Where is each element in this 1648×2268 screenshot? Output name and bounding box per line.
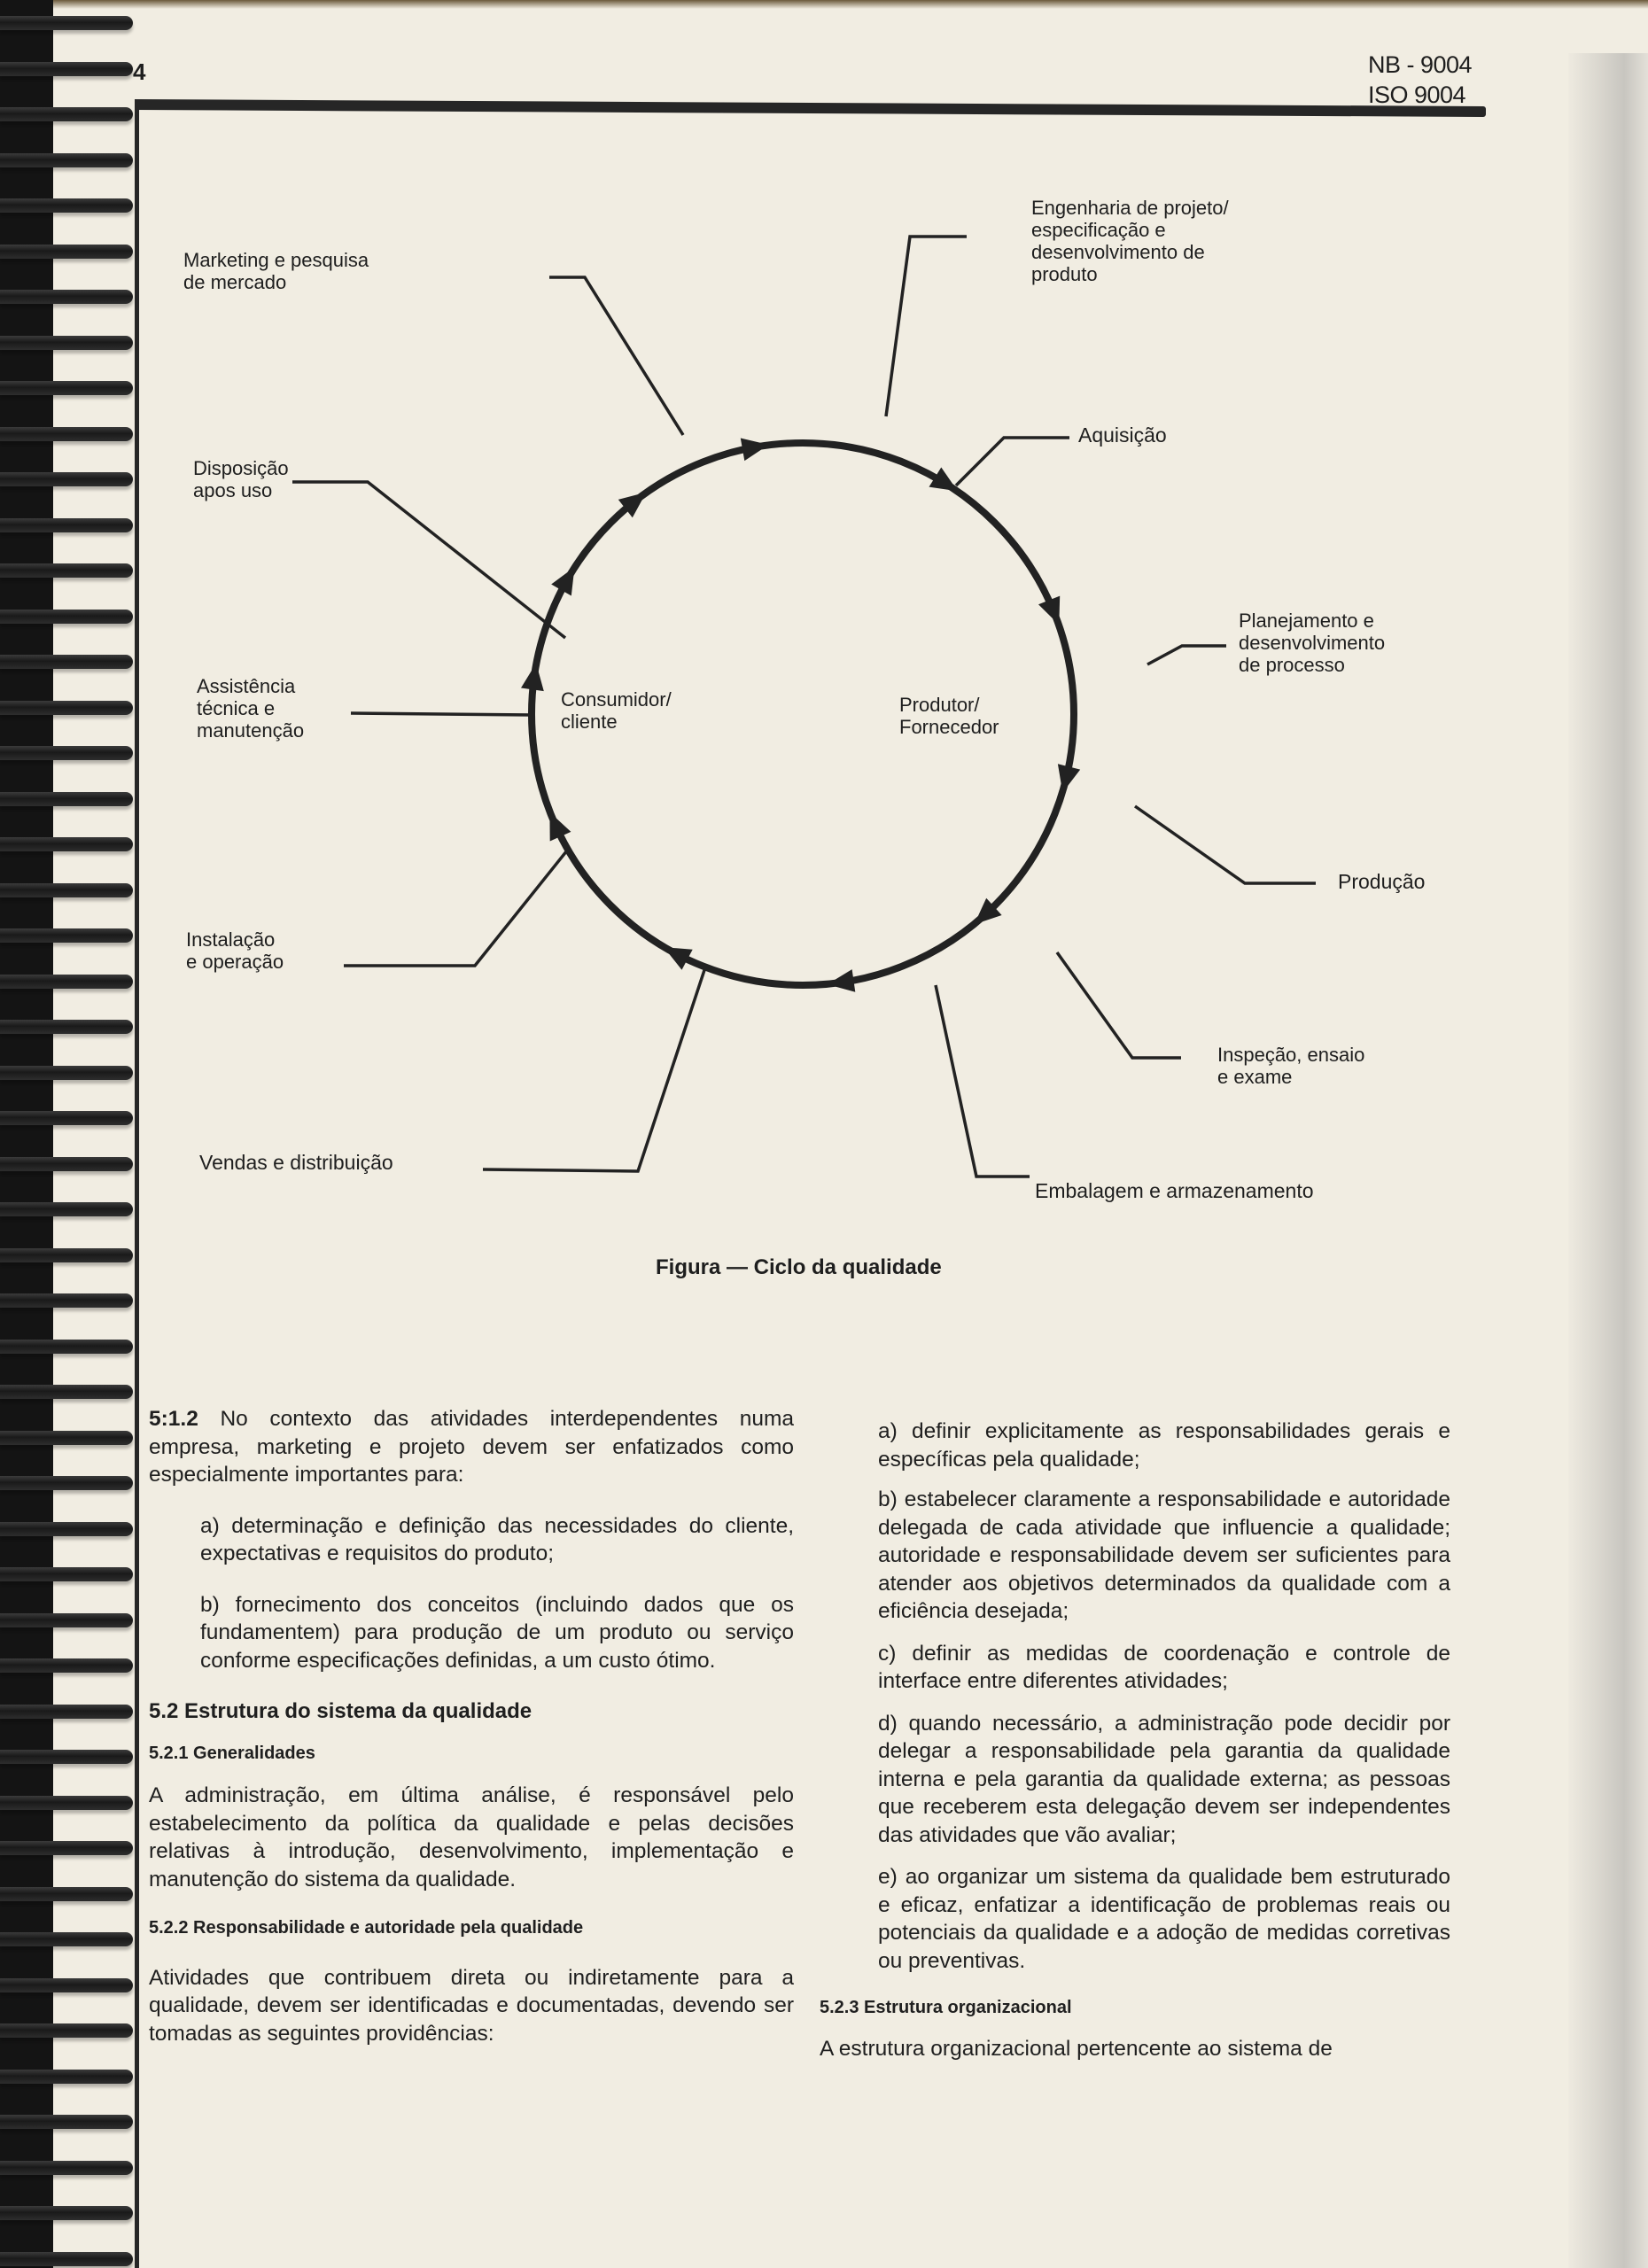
stage-instalacao xyxy=(186,928,284,973)
stage-inspecao xyxy=(1217,1044,1364,1088)
cycle-arrow-icon xyxy=(741,439,769,462)
list-item: b) estabelecer claramente a responsabilidade e autoridade delegada de cada atividade que influencie a qualidade; autoridade e responsabilidade devem ser suficientes para atender aos objetivos determinados da qualidade com a eficiência desejada; xyxy=(878,1487,1450,1623)
stage-instalacao-line2: e operação xyxy=(186,951,284,973)
page-number: 4 xyxy=(133,58,146,85)
list-item: c) definir as medidas de coordenação e controle de interface entre diferentes atividades; xyxy=(878,1641,1450,1693)
stage-producao-line1: Produção xyxy=(1338,870,1426,893)
stage-instalacao-line1: Instalação xyxy=(186,928,276,951)
standard-code-nb: NB - 9004 xyxy=(1368,51,1473,78)
stage-embalagem xyxy=(1035,1180,1314,1202)
stage-planejamento-line3: de processo xyxy=(1239,654,1345,676)
left-column xyxy=(149,1405,794,2047)
stage-inspecao-line1: Inspeção, ensaio xyxy=(1217,1044,1365,1066)
section-heading-5-2-3: 5.2.3 Estrutura organizacional xyxy=(820,1998,1072,2017)
section-5-1-2 xyxy=(149,1405,794,1489)
leader-instalacao xyxy=(344,850,567,966)
standard-code-iso: ISO 9004 xyxy=(1368,82,1466,108)
stage-assistencia-line3: manutenção xyxy=(197,719,305,742)
right-column xyxy=(820,1418,1450,2062)
stage-vendas xyxy=(199,1152,393,1174)
stage-engenharia-line1: Engenharia de projeto/ xyxy=(1031,197,1229,219)
stage-assistencia-line1: Assistência xyxy=(197,675,296,697)
section-5-2-2-text: Atividades que contribuem direta ou indiretamente para a qualidade, devem ser identificadas e documentadas, devendo ser tomadas as seguintes providências: xyxy=(149,1965,794,2046)
leader-producao xyxy=(1135,806,1316,883)
stage-planejamento-line1: Planejamento e xyxy=(1239,610,1374,632)
leader-vendas xyxy=(483,970,704,1171)
figure-caption: Figura — Ciclo da qualidade xyxy=(656,1255,942,1279)
stage-assistencia xyxy=(197,675,304,742)
leader-embalagem xyxy=(936,985,1030,1177)
stage-aquisicao-line1: Aquisição xyxy=(1078,423,1167,447)
list-item: e) ao organizar um sistema da qualidade bem estruturado e eficaz, enfatizar a identificação de problemas reais ou potenciais da qualidade e a adoção de medidas corretivas ou preventivas. xyxy=(878,1865,1450,1973)
stage-disposicao xyxy=(193,457,289,501)
stage-marketing xyxy=(183,249,369,293)
stage-embalagem-line1: Embalagem e armazenamento xyxy=(1035,1179,1314,1202)
leader-marketing xyxy=(549,277,683,435)
section-5-1-2-text: No contexto das atividades interdependentes numa empresa, marketing e projeto devem ser enfatizados como especialmente importantes para: xyxy=(149,1407,794,1487)
center-produtor xyxy=(899,694,999,738)
stage-engenharia-line4: produto xyxy=(1031,263,1098,285)
cycle-arrow-icon xyxy=(1038,596,1060,625)
stage-vendas-line1: Vendas e distribuição xyxy=(199,1151,393,1174)
stage-marketing-line1: Marketing e pesquisa xyxy=(183,249,369,271)
section-heading-5-2: 5.2 Estrutura do sistema da qualidade xyxy=(149,1699,532,1723)
stage-disposicao-line2: apos uso xyxy=(193,479,273,501)
stage-disposicao-line1: Disposição xyxy=(193,457,289,479)
section-heading-5-2-1: 5.2.1 Generalidades xyxy=(149,1743,315,1763)
leader-aquisicao xyxy=(956,438,1069,485)
stage-inspecao-line2: e exame xyxy=(1217,1066,1293,1088)
section-5-2-1-text: A administração, em última análise, é responsável pelo estabelecimento da política da qualidade e pelas decisões relativas à introdução, desenvolvimento, implementação e manutenção do sistema da qualidade. xyxy=(149,1783,794,1891)
center-produtor-line2: Fornecedor xyxy=(899,716,999,738)
leader-planejamento xyxy=(1147,646,1226,664)
stage-aquisicao xyxy=(1078,424,1167,447)
stage-assistencia-line2: técnica e xyxy=(197,697,276,719)
stage-engenharia-line3: desenvolvimento de xyxy=(1031,241,1205,263)
stage-producao xyxy=(1338,871,1425,893)
leader-inspecao xyxy=(1057,952,1181,1058)
leader-disposicao xyxy=(292,482,565,638)
list-item: d) quando necessário, a administração pode decidir por delegar a responsabilidade pela garantia da qualidade interna e pela garantia da qualidade externa; as pessoas que receberem esta delegação devem ser independentes das atividades que vão avaliar; xyxy=(878,1711,1450,1847)
leader-engenharia xyxy=(886,237,967,416)
center-consumidor xyxy=(561,688,672,733)
stage-planejamento-line2: desenvolvimento xyxy=(1239,632,1386,654)
stage-marketing-line2: de mercado xyxy=(183,271,287,293)
section-5-2-3-text: A estrutura organizacional pertencente ao sistema de xyxy=(820,2036,1333,2061)
stage-engenharia xyxy=(1031,197,1229,285)
list-item: a) definir explicitamente as responsabilidades gerais e específicas pela qualidade; xyxy=(878,1419,1450,1472)
list-item: b) fornecimento dos conceitos (incluindo dados que os fundamentem) para produção de um produto ou serviço conforme especificações definidas, a um custo ótimo. xyxy=(200,1592,794,1673)
leader-assistencia xyxy=(351,713,532,715)
center-consumidor-line1: Consumidor/ xyxy=(561,688,672,711)
section-5-1-2-number: 5:1.2 xyxy=(149,1407,198,1431)
list-item: a) determinação e definição das necessidades do cliente, expectativas e requisitos do produto; xyxy=(200,1513,794,1565)
stage-engenharia-line2: especificação e xyxy=(1031,219,1166,241)
center-consumidor-line2: cliente xyxy=(561,711,618,733)
section-heading-5-2-2: 5.2.2 Responsabilidade e autoridade pela qualidade xyxy=(149,1918,584,1938)
center-produtor-line1: Produtor/ xyxy=(899,694,980,716)
stage-planejamento xyxy=(1239,610,1385,676)
